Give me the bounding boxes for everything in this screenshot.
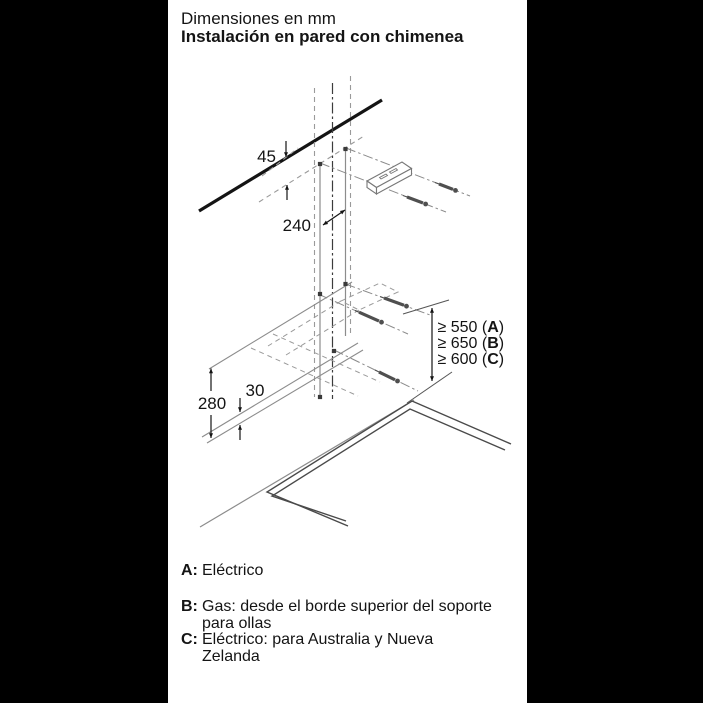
screw: [375, 370, 400, 383]
mount-marker: [343, 147, 347, 151]
wall-bracket: [367, 162, 412, 194]
screw: [435, 183, 458, 193]
clearance-ext-top: [403, 300, 449, 314]
dim-280-label: 280: [197, 394, 227, 413]
dim-30-label: 30: [245, 381, 265, 400]
dim-ceiling-gap: [257, 141, 287, 200]
screw: [355, 310, 384, 324]
legend-row-c2: [181, 648, 260, 665]
hood-hidden-lines: [251, 283, 398, 396]
hidden-edge-3: [273, 334, 380, 382]
hidden-bracket-outline: [341, 283, 398, 310]
legend-row-b: [181, 598, 492, 615]
page-subtitle: Dimensiones en mm: [181, 9, 336, 28]
legend-row-b2: [181, 615, 271, 632]
mount-marker: [318, 395, 322, 399]
hood-lines: [202, 282, 363, 443]
ceiling-line: [199, 100, 382, 211]
mount-marker: [318, 162, 322, 166]
legend-label: A:: [181, 562, 198, 579]
mount-marker: [318, 292, 322, 296]
dim-45-label: 45: [257, 147, 276, 166]
clearance-label-C: ≥ 600 (C): [437, 351, 505, 368]
legend-text: Eléctrico: para Australia y Nueva: [202, 631, 434, 648]
page-title: Instalación en pared con chimenea: [181, 27, 464, 46]
legend-row-c: [181, 631, 433, 648]
legend-text: Eléctrico: [202, 562, 264, 579]
screw: [403, 196, 428, 207]
chimney-top-dashed-edge: [259, 136, 364, 202]
clearance-ext-bottom: [407, 372, 452, 403]
dim-bracket-width: [283, 210, 345, 235]
legend-label: C:: [181, 631, 198, 648]
screw: [380, 297, 409, 309]
mount-marker: [343, 282, 347, 286]
dim-duct-height: [198, 369, 226, 439]
clearance-label-B: ≥ 650 (B): [437, 335, 505, 352]
dim-240-label: 240: [282, 216, 311, 235]
dim-clearance: [403, 300, 504, 403]
hidden-edge-4: [251, 348, 358, 396]
hidden-edge-1: [268, 301, 341, 346]
legend-row-a: [181, 562, 263, 579]
hood-lip-upper-edge: [202, 343, 358, 437]
hood-top-edge: [209, 282, 352, 369]
legend-label: B:: [181, 598, 198, 615]
clearance-label-A: ≥ 550 (A): [437, 319, 505, 336]
legend-text: Zelanda: [202, 647, 260, 665]
legend-text: Gas: desde el borde superior del soporte: [202, 598, 492, 615]
dim-240-arrow: [323, 210, 345, 225]
legend-text: para ollas: [202, 614, 272, 632]
mount-marker: [332, 349, 336, 353]
hidden-edge-2: [286, 310, 359, 355]
